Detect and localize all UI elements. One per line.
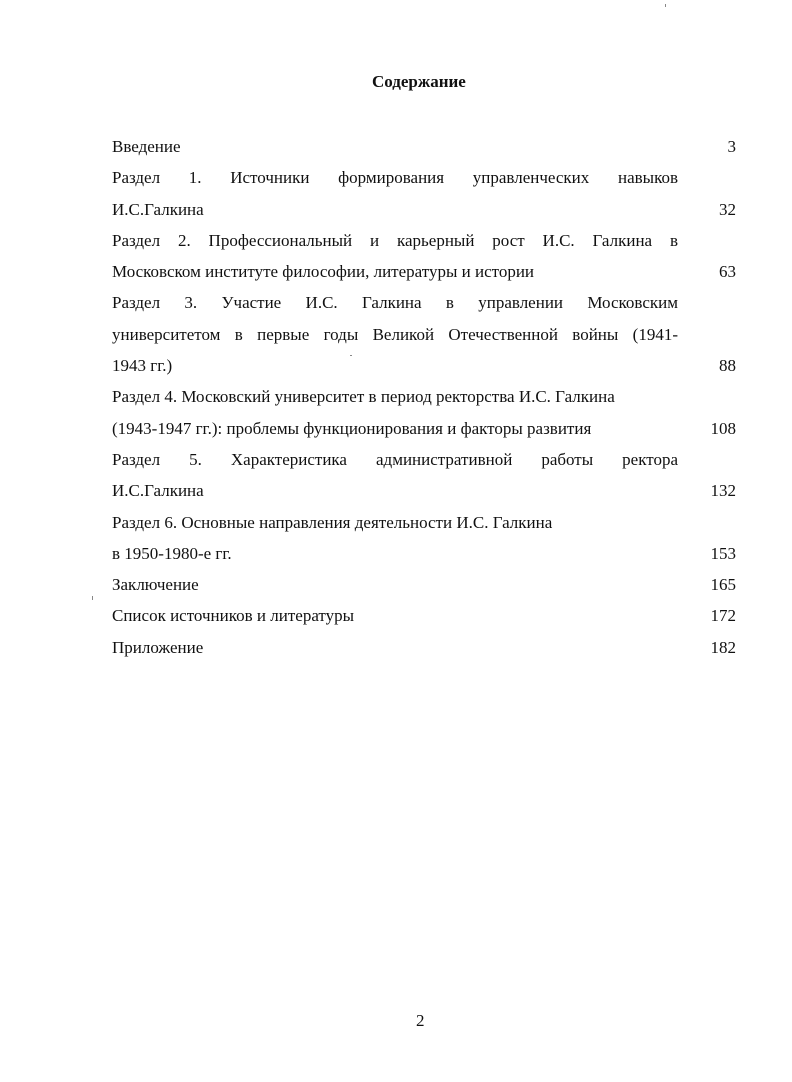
toc-entry-text: И.С.Галкина <box>112 481 204 501</box>
toc-line <box>112 194 736 225</box>
toc-entry-text: Раздел 4. Московский университет в период ректорства И.С. Галкина <box>112 387 615 407</box>
scan-speck <box>665 4 666 7</box>
toc-line <box>112 350 736 381</box>
scan-speck <box>350 355 352 356</box>
toc-line <box>112 444 736 475</box>
toc-entry-text: Московском институте философии, литературы и истории <box>112 262 535 282</box>
toc-line <box>112 632 736 663</box>
toc-page-number: 165 <box>710 575 736 595</box>
toc-entry-text: Раздел 6. Основные направления деятельности И.С. Галкина <box>112 512 553 532</box>
toc-entry-text: Раздел 3. Участие И.С. Галкина в управлении Московским <box>112 293 678 313</box>
toc-line <box>112 507 736 538</box>
toc-page-number: 182 <box>710 637 736 657</box>
toc-entry-text: (1943-1947 гг.): проблемы функционирования и факторы развития <box>112 418 592 438</box>
scan-speck <box>92 596 93 600</box>
page-title: Содержание <box>372 72 466 91</box>
toc-entry-text: Список источников и литературы <box>112 606 355 626</box>
toc-entry-text: Раздел 5. Характеристика административной работы ректора <box>112 449 678 469</box>
toc-line <box>112 569 736 600</box>
toc-line <box>112 225 736 256</box>
toc-line <box>112 319 736 350</box>
toc-line <box>112 381 736 412</box>
toc-page-number: 108 <box>710 418 736 438</box>
toc-entry-text: Приложение <box>112 637 204 657</box>
toc-page-number: 3 <box>727 137 736 156</box>
page-number: 2 <box>416 1011 425 1030</box>
toc-line <box>112 256 736 287</box>
toc-entry-text: 1943 гг.) <box>112 356 173 376</box>
toc-page-number: 88 <box>719 356 736 376</box>
toc-line <box>112 162 736 193</box>
toc-entry-text: Введение <box>112 137 181 156</box>
toc-page-number: 172 <box>710 606 736 626</box>
toc-page-number: 63 <box>719 262 736 282</box>
toc-entry-text: в 1950-1980-е гг. <box>112 543 232 563</box>
toc-page-number: 153 <box>710 543 736 563</box>
toc-entry-text: И.С.Галкина <box>112 199 204 219</box>
toc-line <box>112 413 736 444</box>
toc-line <box>112 538 736 569</box>
toc-line <box>112 600 736 631</box>
table-of-contents <box>112 131 736 663</box>
toc-entry-text: университетом в первые годы Великой Отечественной войны (1941- <box>112 324 678 344</box>
toc-entry-text: Раздел 1. Источники формирования управленческих навыков <box>112 168 678 188</box>
toc-line <box>112 475 736 506</box>
toc-line <box>112 287 736 318</box>
toc-line <box>112 131 736 162</box>
toc-page-number: 132 <box>710 481 736 501</box>
toc-entry-text: Раздел 2. Профессиональный и карьерный рост И.С. Галкина в <box>112 230 678 250</box>
toc-page-number: 32 <box>719 199 736 219</box>
toc-entry-text: Заключение <box>112 575 199 595</box>
